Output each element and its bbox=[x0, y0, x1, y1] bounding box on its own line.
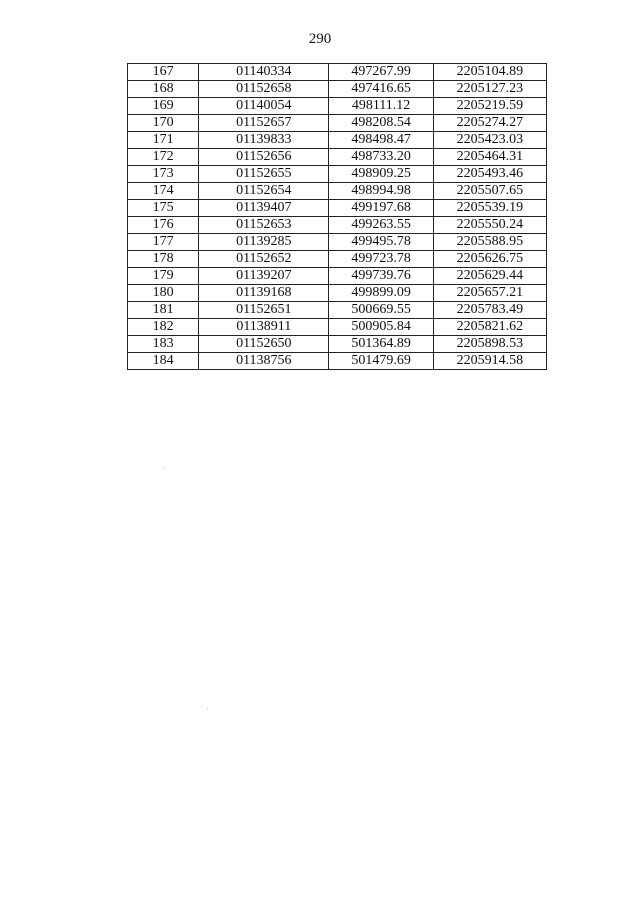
row-number: 168 bbox=[128, 81, 199, 98]
row-number: 184 bbox=[128, 353, 199, 370]
point-code: 01152651 bbox=[199, 302, 329, 319]
point-code: 01140054 bbox=[199, 98, 329, 115]
point-code: 01152655 bbox=[199, 166, 329, 183]
table-row bbox=[128, 166, 547, 183]
coordinates-table bbox=[127, 63, 547, 370]
table-row bbox=[128, 200, 547, 217]
x-coordinate: 498498.47 bbox=[329, 132, 433, 149]
table-row bbox=[128, 319, 547, 336]
table-row bbox=[128, 268, 547, 285]
table-row bbox=[128, 81, 547, 98]
row-number: 174 bbox=[128, 183, 199, 200]
table-row bbox=[128, 285, 547, 302]
row-number: 167 bbox=[128, 64, 199, 81]
table-row bbox=[128, 98, 547, 115]
y-coordinate: 2205550.24 bbox=[433, 217, 546, 234]
y-coordinate: 2205104.89 bbox=[433, 64, 546, 81]
point-code: 01152653 bbox=[199, 217, 329, 234]
row-number: 176 bbox=[128, 217, 199, 234]
point-code: 01138756 bbox=[199, 353, 329, 370]
y-coordinate: 2205914.58 bbox=[433, 353, 546, 370]
x-coordinate: 498208.54 bbox=[329, 115, 433, 132]
point-code: 01139407 bbox=[199, 200, 329, 217]
row-number: 175 bbox=[128, 200, 199, 217]
table-row bbox=[128, 234, 547, 251]
y-coordinate: 2205539.19 bbox=[433, 200, 546, 217]
y-coordinate: 2205657.21 bbox=[433, 285, 546, 302]
y-coordinate: 2205127.23 bbox=[433, 81, 546, 98]
table-row bbox=[128, 132, 547, 149]
point-code: 01152650 bbox=[199, 336, 329, 353]
x-coordinate: 497416.65 bbox=[329, 81, 433, 98]
y-coordinate: 2205423.03 bbox=[433, 132, 546, 149]
point-code: 01152654 bbox=[199, 183, 329, 200]
point-code: 01139207 bbox=[199, 268, 329, 285]
row-number: 169 bbox=[128, 98, 199, 115]
row-number: 177 bbox=[128, 234, 199, 251]
x-coordinate: 500905.84 bbox=[329, 319, 433, 336]
point-code: 01139285 bbox=[199, 234, 329, 251]
y-coordinate: 2205783.49 bbox=[433, 302, 546, 319]
row-number: 172 bbox=[128, 149, 199, 166]
y-coordinate: 2205588.95 bbox=[433, 234, 546, 251]
y-coordinate: 2205821.62 bbox=[433, 319, 546, 336]
point-code: 01152652 bbox=[199, 251, 329, 268]
y-coordinate: 2205219.59 bbox=[433, 98, 546, 115]
row-number: 181 bbox=[128, 302, 199, 319]
point-code: 01139833 bbox=[199, 132, 329, 149]
y-coordinate: 2205507.65 bbox=[433, 183, 546, 200]
row-number: 171 bbox=[128, 132, 199, 149]
table-row bbox=[128, 336, 547, 353]
table-row bbox=[128, 115, 547, 132]
x-coordinate: 498733.20 bbox=[329, 149, 433, 166]
point-code: 01152656 bbox=[199, 149, 329, 166]
x-coordinate: 499899.09 bbox=[329, 285, 433, 302]
table-row bbox=[128, 353, 547, 370]
x-coordinate: 498994.98 bbox=[329, 183, 433, 200]
x-coordinate: 497267.99 bbox=[329, 64, 433, 81]
x-coordinate: 499263.55 bbox=[329, 217, 433, 234]
table-row bbox=[128, 149, 547, 166]
y-coordinate: 2205898.53 bbox=[433, 336, 546, 353]
y-coordinate: 2205464.31 bbox=[433, 149, 546, 166]
row-number: 182 bbox=[128, 319, 199, 336]
point-code: 01152657 bbox=[199, 115, 329, 132]
point-code: 01139168 bbox=[199, 285, 329, 302]
table-row bbox=[128, 217, 547, 234]
table-body bbox=[128, 64, 547, 370]
scan-speck bbox=[207, 708, 208, 709]
x-coordinate: 501364.89 bbox=[329, 336, 433, 353]
row-number: 179 bbox=[128, 268, 199, 285]
point-code: 01140334 bbox=[199, 64, 329, 81]
table-row bbox=[128, 251, 547, 268]
row-number: 178 bbox=[128, 251, 199, 268]
y-coordinate: 2205626.75 bbox=[433, 251, 546, 268]
row-number: 170 bbox=[128, 115, 199, 132]
table-row bbox=[128, 183, 547, 200]
x-coordinate: 499739.76 bbox=[329, 268, 433, 285]
point-code: 01152658 bbox=[199, 81, 329, 98]
x-coordinate: 499197.68 bbox=[329, 200, 433, 217]
y-coordinate: 2205493.46 bbox=[433, 166, 546, 183]
x-coordinate: 498111.12 bbox=[329, 98, 433, 115]
row-number: 183 bbox=[128, 336, 199, 353]
x-coordinate: 498909.25 bbox=[329, 166, 433, 183]
row-number: 173 bbox=[128, 166, 199, 183]
y-coordinate: 2205629.44 bbox=[433, 268, 546, 285]
table-row bbox=[128, 64, 547, 81]
x-coordinate: 501479.69 bbox=[329, 353, 433, 370]
point-code: 01138911 bbox=[199, 319, 329, 336]
table-row bbox=[128, 302, 547, 319]
scan-speck bbox=[163, 467, 164, 468]
x-coordinate: 500669.55 bbox=[329, 302, 433, 319]
x-coordinate: 499723.78 bbox=[329, 251, 433, 268]
y-coordinate: 2205274.27 bbox=[433, 115, 546, 132]
x-coordinate: 499495.78 bbox=[329, 234, 433, 251]
page-number: 290 bbox=[308, 31, 332, 47]
row-number: 180 bbox=[128, 285, 199, 302]
